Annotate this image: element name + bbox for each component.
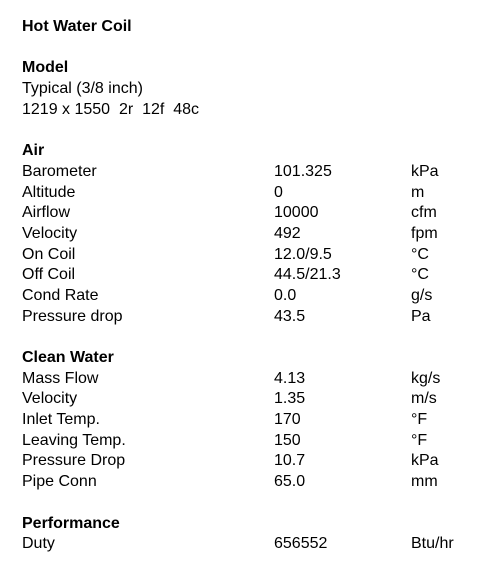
water-rows <box>22 369 472 493</box>
row-value: 0.0 <box>274 286 297 304</box>
data-row <box>22 162 472 183</box>
performance-heading: Performance <box>22 514 120 532</box>
row-value: 10.7 <box>274 452 306 470</box>
data-row <box>22 410 472 431</box>
row-value: 44.5/21.3 <box>274 266 341 284</box>
row-label: Velocity <box>22 390 78 408</box>
row-value: 10000 <box>274 204 319 222</box>
performance-section <box>22 514 472 555</box>
data-row <box>22 183 472 204</box>
row-unit: °F <box>411 431 428 449</box>
row-value: 492 <box>274 224 301 242</box>
row-label: On Coil <box>22 245 76 263</box>
row-value: 65.0 <box>274 473 306 491</box>
row-label: Inlet Temp. <box>22 411 100 429</box>
air-rows <box>22 162 472 328</box>
data-row <box>22 245 472 266</box>
row-unit: mm <box>411 473 438 491</box>
row-value: 656552 <box>274 535 328 553</box>
row-unit: Pa <box>411 307 431 325</box>
water-section <box>22 348 472 493</box>
data-row <box>22 389 472 410</box>
data-row <box>22 451 472 472</box>
row-unit: Btu/hr <box>411 535 454 553</box>
water-heading: Clean Water <box>22 349 114 366</box>
report-title: Hot Water Coil <box>22 18 132 35</box>
row-label: Mass Flow <box>22 369 99 387</box>
row-label: Duty <box>22 535 55 553</box>
row-label: Cond Rate <box>22 286 99 304</box>
data-row <box>22 265 472 286</box>
row-unit: g/s <box>411 286 433 304</box>
row-label: Altitude <box>22 183 76 201</box>
row-unit: °C <box>411 245 429 263</box>
model-dimensions: 1219 x 1550 2r 12f 48c <box>22 100 200 118</box>
row-unit: m/s <box>411 390 437 408</box>
row-value: 4.13 <box>274 369 306 387</box>
row-value: 43.5 <box>274 307 306 325</box>
row-unit: m <box>411 183 425 201</box>
row-value: 1.35 <box>274 390 306 408</box>
row-label: Pressure Drop <box>22 452 126 470</box>
performance-rows <box>22 534 472 555</box>
air-section <box>22 141 472 327</box>
row-label: Pressure drop <box>22 307 123 325</box>
row-unit: kg/s <box>411 369 441 387</box>
air-heading: Air <box>22 142 45 160</box>
row-unit: kPa <box>411 452 439 470</box>
data-row <box>22 203 472 224</box>
row-unit: cfm <box>411 204 437 222</box>
coil-report <box>22 17 472 555</box>
row-label: Barometer <box>22 162 97 180</box>
row-value: 150 <box>274 431 301 449</box>
row-value: 170 <box>274 411 301 429</box>
data-row <box>22 224 472 245</box>
row-label: Pipe Conn <box>22 473 97 491</box>
row-unit: °F <box>411 411 428 429</box>
model-type: Typical (3/8 inch) <box>22 80 143 98</box>
data-row <box>22 472 472 493</box>
model-section <box>22 58 472 120</box>
data-row <box>22 431 472 452</box>
row-label: Airflow <box>22 204 71 222</box>
row-value: 101.325 <box>274 162 332 180</box>
data-row <box>22 534 472 555</box>
data-row <box>22 369 472 390</box>
data-row <box>22 286 472 307</box>
row-value: 12.0/9.5 <box>274 245 332 263</box>
row-unit: °C <box>411 266 429 284</box>
row-unit: fpm <box>411 224 438 242</box>
row-label: Leaving Temp. <box>22 431 126 449</box>
row-value: 0 <box>274 183 283 201</box>
row-label: Velocity <box>22 224 78 242</box>
model-heading: Model <box>22 59 69 77</box>
row-label: Off Coil <box>22 266 76 284</box>
data-row <box>22 307 472 328</box>
row-unit: kPa <box>411 162 439 180</box>
